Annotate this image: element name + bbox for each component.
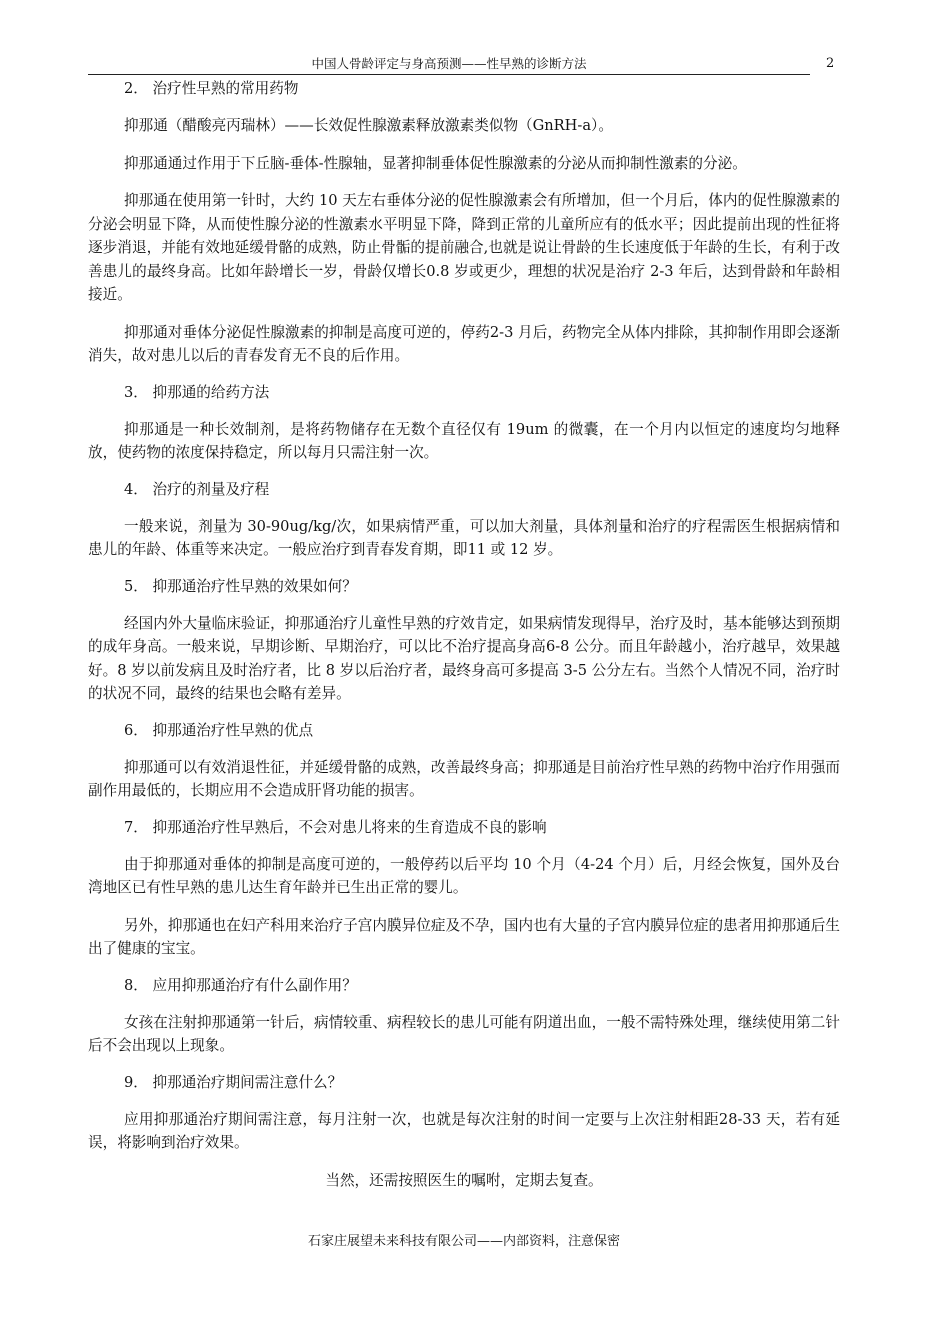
page-footer: 石家庄展望未来科技有限公司——内部资料，注意保密 [307,1234,620,1249]
paragraph: 经国内外大量临床验证，抑那通治疗儿童性早熟的疗效肯定，如果病情发现得早，治疗及时，基本能够达到预期的成年身高。一般来说，早期诊断、早期治疗，可以比不治疗提高身高6-8 公分。而且年龄越小，治疗越早，效果越好。8 岁以前发病且及时治疗者，比 8 岁以后治疗者，最终身高可多提高 3-5 公分左右。当然个人情况不同，治疗时的状况不同，最终的结果也会略有差异。 [88,614,840,702]
section-heading: 9． 抑那通治疗期间需注意什么？ [124,1073,343,1091]
section-heading: 5． 抑那通治疗性早熟的效果如何？ [124,577,357,595]
section [88,78,840,368]
paragraph: 由于抑那通对垂体的抑制是高度可逆的，一般停药以后平均 10 个月（4-24 个月）后，月经会恢复，国外及台湾地区已有性早熟的患儿达生育年龄并已生出正常的婴儿。 [88,855,840,896]
section-heading: 8． 应用抑那通治疗有什么副作用？ [124,976,357,994]
paragraph: 抑那通在使用第一针时，大约 10 天左右垂体分泌的促性腺激素会有所增加，但一个月后，体内的促性腺激素的分泌会明显下降，从而使性腺分泌的性激素水平明显下降，降到正常的儿童所应有的低水平；因此提前出现的性征将逐步消退，并能有效地延缓骨骼的成熟，防止骨骺的提前融合,也就是说让骨龄的生长速度低于年龄的生长，有利于改善患儿的最终身高。比如年龄增长一岁，骨龄仅增长0.8 岁或更少，理想的状况是治疗 2-3 年后，达到骨龄和年龄相接近。 [88,192,840,303]
paragraph: 抑那通对垂体分泌促性腺激素的抑制是高度可逆的，停药2-3 月后，药物完全从体内排除，其抑制作用即会逐渐消失，故对患儿以后的青春发育无不良的后作用。 [88,323,840,364]
paragraph: 抑那通（醋酸亮丙瑞林）——长效促性腺激素释放激素类似物（GnRH-a）。 [124,117,613,134]
section [88,1072,840,1155]
document-body [88,78,840,1192]
paragraph: 抑那通可以有效消退性征，并延缓骨骼的成熟，改善最终身高；抑那通是目前治疗性早熟的药物中治疗作用强而副作用最低的，长期应用不会造成肝肾功能的损害。 [88,758,840,799]
section [88,479,840,562]
paragraph: 女孩在注射抑那通第一针后，病情较重、病程较长的患儿可能有阴道出血，一般不需特殊处理，继续使用第二针后不会出现以上现象。 [88,1013,840,1054]
section [88,817,840,961]
section-heading: 6． 抑那通治疗性早熟的优点 [124,721,314,739]
section-heading: 2． 治疗性早熟的常用药物 [124,80,299,97]
paragraph: 应用抑那通治疗期间需注意，每月注射一次，也就是每次注射的时间一定要与上次注射相距28-33 天，若有延误，将影响到治疗效果。 [88,1110,840,1151]
closing-note: 当然，还需按照医生的嘱咐，定期去复查。 [325,1171,603,1189]
paragraph: 抑那通是一种长效制剂，是将药物储存在无数个直径仅有 19um 的微囊，在一个月内以恒定的速度均匀地释放，使药物的浓度保持稳定，所以每月只需注射一次。 [88,420,840,461]
section-heading: 4． 治疗的剂量及疗程 [124,480,270,498]
paragraph: 一般来说，剂量为 30-90ug/kg/次，如果病情严重，可以加大剂量，具体剂量和治疗的疗程需医生根据病情和患儿的年龄、体重等来决定。一般应治疗到青春发育期，即11 或 12 岁。 [88,517,840,558]
running-header: 中国人骨龄评定与身高预测——性早熟的诊断方法 [88,56,810,75]
section [88,720,840,803]
section [88,576,840,706]
section [88,382,840,465]
page-number: 2 [826,56,835,71]
paragraph: 另外，抑那通也在妇产科用来治疗子宫内膜异位症及不孕，国内也有大量的子宫内膜异位症的患者用抑那通后生出了健康的宝宝。 [88,916,840,957]
section-heading: 7． 抑那通治疗性早熟后，不会对患儿将来的生育造成不良的影响 [124,818,547,836]
section [88,975,840,1058]
section-heading: 3． 抑那通的给药方法 [124,383,270,401]
paragraph: 抑那通通过作用于下丘脑-垂体-性腺轴，显著抑制垂体促性腺激素的分泌从而抑制性激素的分泌。 [124,154,747,172]
